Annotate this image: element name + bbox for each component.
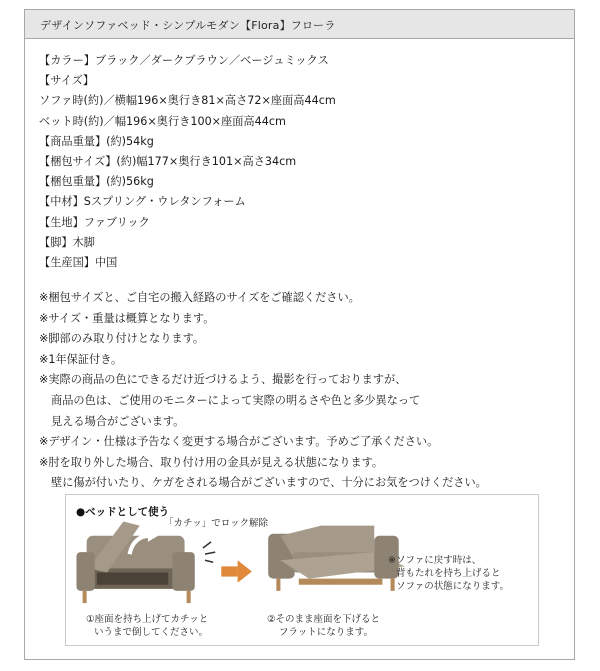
step2-caption-line2: フラットになります。 — [279, 627, 374, 638]
note-item: ※肘を取り外した場合、取り付け用の金具が見える状態になります。 — [39, 455, 384, 469]
spec-size-heading: 【サイズ】 — [39, 74, 95, 88]
note-item: ※デザイン・仕様は予告なく変更する場合がございます。予めご了承ください。 — [39, 435, 439, 449]
spec-package-weight: 【梱包重量】(約)56kg — [39, 175, 154, 189]
step1-caption-line1: ①座面を持ち上げてカチッと — [86, 614, 209, 625]
page-title: デザインソファベッド・シンプルモダン【Flora】フローラ — [40, 19, 336, 32]
notes-list — [39, 288, 487, 494]
note-item: 見える場合がございます。 — [51, 414, 185, 428]
note-item: ※梱包サイズと、ご自宅の搬入経路のサイズをご確認ください。 — [39, 291, 360, 304]
spec-legs: 【脚】木脚 — [39, 235, 95, 249]
sofa-lifting-seat-illustration — [76, 522, 215, 604]
spec-package-size: 【梱包サイズ】(約)幅177×奥行き101×高さ34cm — [39, 155, 297, 169]
spec-weight: 【商品重量】(約)54kg — [39, 134, 154, 148]
note-item: 壁に傷が付いたり、ケガをされる場合がございますので、十分にお気をつけください。 — [51, 476, 487, 490]
spec-fabric: 【生地】ファブリック — [39, 215, 150, 229]
spec-color: 【カラー】ブラック／ダークブラウン／ベージュミックス — [39, 54, 329, 67]
note-item: ※サイズ・重量は概算となります。 — [39, 311, 215, 325]
return-note-line3: ソファの状態になります。 — [396, 581, 510, 592]
note-item: ※1年保証付き。 — [39, 352, 123, 366]
return-note-line1: ※ソファに戻す時は、 — [388, 555, 482, 566]
spec-origin: 【生産国】中国 — [39, 256, 118, 270]
bed-mode-panel — [65, 494, 539, 646]
sofa-flat-bed-illustration — [268, 526, 405, 591]
lock-release-label: 「カチッ」でロック解除 — [164, 518, 269, 529]
header-bar — [25, 10, 574, 39]
spec-filling: 【中材】Sスプリング・ウレタンフォーム — [39, 195, 246, 209]
arrow-right-icon — [221, 560, 252, 582]
panel-title: ●ベッドとして使う — [76, 506, 170, 518]
spec-list — [39, 51, 336, 273]
spec-sofa-size: ソファ時(約)／横幅196×奥行き81×高さ72×座面高44cm — [39, 94, 336, 108]
spec-bed-size: ベット時(約)／幅196×奥行き100×座面高44cm — [39, 114, 286, 128]
step2-caption-line1: ②そのまま座面を下げると — [267, 614, 381, 625]
note-item: ※実際の商品の色にできるだけ近づけるよう、撮影を行っておりますが、 — [39, 373, 407, 387]
note-item: ※脚部のみ取り付けとなります。 — [39, 332, 205, 346]
step1-caption-line2: いうまで倒してください。 — [94, 627, 209, 638]
note-item: 商品の色は、ご使用のモニターによって実際の明るさや色と多少異なって — [51, 393, 421, 407]
return-note-line2: 背もたれを持ち上げると — [396, 568, 501, 579]
